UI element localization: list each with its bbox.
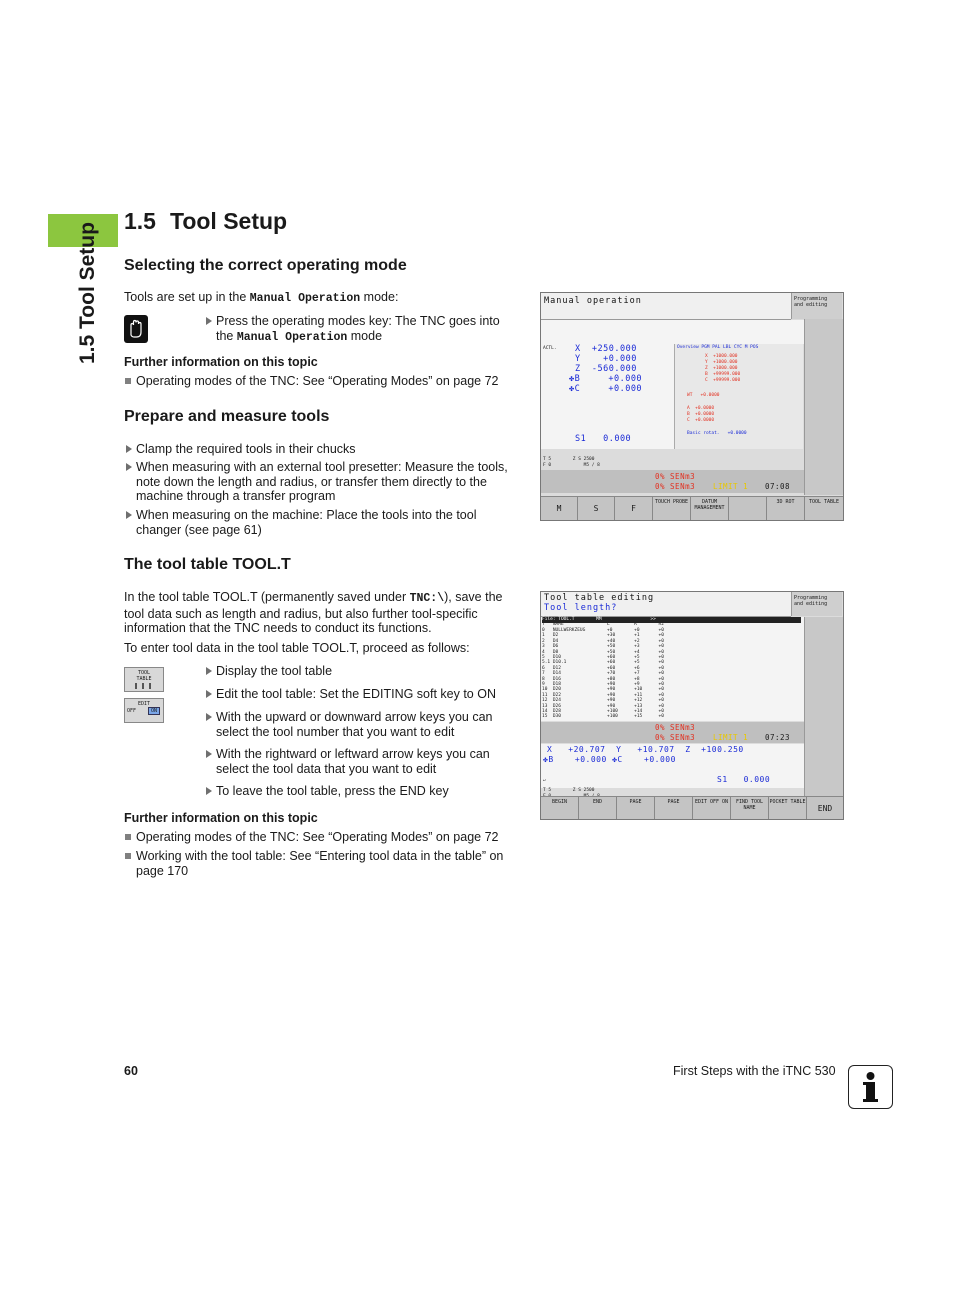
status-value: C +99999.000 (705, 378, 741, 383)
chapter-number: 1.5 (124, 208, 156, 234)
table-row[interactable]: 5.1 D10.1 +60 +5 +0 (542, 660, 664, 666)
text: When measuring with an external tool presetter: Measure the tools, (136, 460, 508, 474)
programming-mode-label (791, 293, 842, 319)
text: With the rightward or leftward arrow keys you can (216, 747, 490, 761)
table-row[interactable]: 6 D12 +60 +6 +0 (542, 665, 664, 671)
further-info-item (124, 830, 518, 845)
text: Display the tool table (216, 664, 333, 678)
toggle (125, 707, 163, 715)
step-measure-on-machine (124, 508, 526, 537)
tool-table-softkey-icon (124, 667, 164, 692)
text: EDIT (137, 701, 151, 707)
axis-label: ✤C (569, 384, 581, 394)
status-value: X +1000.000 (705, 354, 738, 359)
step-up-down-keys (204, 710, 493, 739)
footer-title: First Steps with the iTNC 530 (673, 1064, 836, 1078)
path-name: TNC:\ (409, 592, 445, 605)
table-columns: T NAME L R R2 (542, 622, 664, 627)
text: In the tool table TOOL.T (permanently saved under (124, 590, 410, 604)
text: mode (347, 328, 383, 343)
override-row (541, 722, 804, 743)
chapter-side-label: 1.5 Tool Setup (76, 222, 99, 364)
chapter-title-text: Tool Setup (169, 208, 288, 234)
arrow-bullet-icon (126, 463, 132, 471)
arrow-bullet-icon (206, 750, 212, 758)
text: and editing (794, 302, 828, 308)
vertical-softkeys (804, 617, 843, 797)
section-heading-operating-mode: Selecting the correct operating mode (124, 257, 407, 274)
status-overview-panel (675, 344, 803, 449)
limit-label: LIMIT 1 (713, 733, 749, 742)
text: Working with the tool table: See “Entering tool data in the table” on (136, 849, 504, 863)
text: mode: (360, 290, 399, 304)
table-row[interactable]: 9 D18 +90 +9 +0 (542, 682, 664, 687)
softkey-page-down: PAGE (655, 797, 693, 820)
text: ON (148, 707, 160, 715)
text: Clamp the required tools in their chucks (136, 442, 356, 456)
proceed-paragraph: To enter tool data in the tool table TOOL.T, proceed as follows: (124, 641, 470, 655)
status-bar: T 5 Z S 2500 (543, 788, 595, 793)
status-value: Basic rotat. +0.0000 (687, 431, 747, 436)
override-readout: 0% SENm3 (655, 482, 696, 491)
status-value: WT +0.0000 (687, 393, 720, 398)
status-bar: T 5 Z S 2500 F 0 M5 / 8 (543, 457, 600, 468)
text: Press the operating modes key: The TNC goes into (216, 314, 500, 328)
square-bullet-icon (125, 834, 131, 840)
tools-icon (129, 682, 159, 690)
limit-label: LIMIT 1 (713, 482, 749, 491)
status-tabs: Overview PGM PAL LBL CYC M POS (677, 345, 759, 350)
further-info-item (124, 849, 518, 878)
table-row[interactable]: 3 D6 +50 +3 +0 (542, 644, 664, 650)
softkey-empty (729, 497, 767, 520)
override-row (541, 470, 804, 493)
tool-table[interactable] (541, 617, 804, 721)
status-value: A +0.0000 (687, 406, 715, 411)
text: note down the length and radius, or transfer them directly to the (136, 474, 487, 489)
axis-value: +0.000 (608, 374, 643, 384)
screen-title: Tool table editing (544, 593, 655, 603)
text: TOOL (137, 670, 151, 676)
text: Operating modes of the TNC: See “Operating Modes” on page 72 (136, 830, 499, 844)
page-number: 60 (124, 1064, 138, 1078)
text: Operating modes of the TNC: See “Operating Modes” on page 72 (136, 374, 499, 388)
arrow-bullet-icon (126, 445, 132, 453)
spindle-readout: S1 0.000 (717, 775, 771, 784)
arrow-bullet-icon (206, 713, 212, 721)
text: page 170 (136, 863, 189, 878)
step-end-key (204, 784, 449, 799)
section-heading-prepare-tools: Prepare and measure tools (124, 408, 330, 425)
further-info-item (124, 374, 518, 389)
status-value: Z +1000.000 (705, 366, 738, 371)
square-bullet-icon (125, 853, 131, 859)
softkey-begin: BEGIN (541, 797, 579, 820)
text: and editing (794, 601, 828, 607)
text: Programming (794, 595, 828, 601)
text: OFF (127, 708, 137, 714)
step-edit-on (204, 687, 496, 702)
step-clamp-tools (124, 442, 356, 457)
softkey-bar (541, 496, 843, 520)
clock: 07:08 (765, 482, 791, 491)
screen-title: Manual operation (544, 296, 642, 306)
screen-titlebar (541, 592, 791, 617)
position-panel (541, 344, 675, 449)
step-press-mode-key (204, 314, 536, 345)
softkey-touch-probe: TOUCH PROBE (653, 497, 691, 520)
screen-prompt: Tool length? (544, 603, 618, 613)
softkey-datum-management: DATUM MANAGEMENT (691, 497, 729, 520)
vertical-softkeys (804, 319, 843, 495)
step-left-right-keys (204, 747, 490, 776)
axis-value: +0.000 (603, 354, 637, 364)
table-row[interactable]: 8 D16 +80 +8 +0 (542, 676, 664, 682)
arrow-bullet-icon (206, 667, 212, 675)
text: With the upward or downward arrow keys you can (216, 710, 493, 724)
table-row[interactable]: 15 D30 +100 +15 +0 (542, 714, 664, 720)
text: changer (see page 61) (136, 522, 262, 537)
override-readout: 0% SENm3 (655, 733, 696, 742)
position-readout: X +20.707 Y +10.707 Z +100.250 (547, 745, 744, 754)
override-readout: 0% SENm3 (655, 472, 696, 481)
table-row[interactable]: 11 D22 +90 +11 +0 (542, 692, 664, 698)
chapter-title (124, 208, 287, 235)
square-bullet-icon (125, 378, 131, 384)
screen-titlebar (541, 293, 791, 320)
softkey-end-big: END (817, 804, 833, 813)
axis-label: Y (575, 354, 581, 364)
actl-label: ACTL. (543, 346, 557, 351)
axis-label: Z (575, 364, 581, 374)
status-icon: ↵ (543, 778, 546, 783)
text: ), save the (444, 590, 503, 604)
mode-name: Manual Operation (236, 330, 348, 344)
text: select the tool number that you want to edit (216, 724, 455, 739)
status-value: C +0.0000 (687, 418, 715, 423)
softkey-find-tool-name: FIND TOOL NAME (731, 797, 769, 820)
spindle-readout: S1 0.000 (575, 434, 632, 444)
manual-operation-screenshot (540, 292, 844, 521)
arrow-bullet-icon (206, 690, 212, 698)
table-row[interactable]: 0 NULLWERKZEUG +0 +0 +0 (542, 628, 664, 633)
axis-value: +250.000 (591, 344, 637, 354)
arrow-bullet-icon (126, 511, 132, 519)
axis-value: +0.000 (608, 384, 643, 394)
status-value: Y +1000.000 (705, 360, 738, 365)
step-display-table (204, 664, 332, 679)
table-row[interactable]: 12 D24 +90 +12 +0 (542, 698, 664, 704)
arrow-bullet-icon (206, 317, 212, 325)
programming-mode-label (791, 592, 842, 616)
softkey-pocket-table: POCKET TABLE (769, 797, 807, 820)
text: When measuring on the machine: Place the tools into the tool (136, 508, 477, 522)
manual-operation-key-icon (124, 315, 148, 343)
text: TABLE (136, 676, 152, 682)
axis-value: -560.000 (591, 364, 637, 374)
axis-label: X (575, 344, 581, 354)
table-row[interactable]: 7 D14 +70 +7 +0 (542, 671, 664, 677)
text: To leave the tool table, press the END key (216, 784, 449, 798)
table-row[interactable]: 4 D8 +50 +4 +0 (542, 649, 664, 655)
table-row[interactable]: 10 D20 +90 +10 +0 (542, 687, 664, 693)
softkey-s: S (578, 497, 615, 520)
softkey-bar (541, 796, 843, 820)
blank-area (541, 320, 804, 344)
text: tool data such as length and radius, but also further tool-specific (124, 606, 478, 621)
info-icon (848, 1065, 893, 1109)
table-header: File: TOOL.T MM >> (542, 617, 801, 623)
mode-name: Manual Operation (249, 292, 361, 305)
clock: 07:23 (765, 733, 791, 742)
table-row[interactable]: 1 D2 +30 +1 +0 (542, 633, 664, 639)
softkey-f: F (615, 497, 653, 520)
softkey-end: END (579, 797, 617, 820)
edit-softkey-icon (124, 698, 164, 723)
softkey-tool-table: TOOL TABLE (808, 499, 840, 505)
status-value: B +99999.000 (705, 372, 741, 377)
tool-table-editing-screenshot (540, 591, 844, 820)
text: Programming (794, 296, 828, 302)
step-external-presetter (124, 460, 526, 504)
status-value: B +0.0000 (687, 412, 715, 417)
text: Edit the tool table: Set the EDITING soft key to ON (216, 687, 496, 701)
softkey-edit: EDIT OFF ON (693, 797, 731, 820)
text: the (216, 328, 237, 343)
text: select the tool data that you want to edit (216, 761, 437, 776)
table-row[interactable]: 13 D26 +90 +13 +0 (542, 703, 664, 709)
table-row[interactable]: 14 D28 +100 +14 +0 (542, 709, 664, 714)
softkey-m: M (541, 497, 578, 520)
table-row[interactable]: 5 D10 +60 +5 +0 (542, 655, 664, 660)
softkey-page-up: PAGE (617, 797, 655, 820)
text: Tools are set up in the (124, 290, 250, 304)
position-panel (541, 744, 804, 788)
position-readout: ✤B +0.000 ✤C +0.000 (543, 755, 676, 764)
tool-table-paragraph (124, 590, 518, 636)
softkey-3d-rot: 3D ROT (767, 497, 805, 520)
text: machine through a transfer program (136, 489, 336, 503)
axis-label: ✤B (569, 374, 581, 384)
arrow-bullet-icon (206, 787, 212, 795)
further-info-heading: Further information on this topic (124, 355, 318, 369)
text: information that the TNC needs to conduct its functions. (124, 621, 432, 635)
table-row[interactable]: 2 D4 +40 +2 +0 (542, 638, 664, 644)
intro-paragraph (124, 290, 516, 307)
section-heading-tool-table: The tool table TOOL.T (124, 556, 291, 573)
override-readout: 0% SENm3 (655, 723, 696, 732)
further-info-heading: Further information on this topic (124, 811, 318, 825)
